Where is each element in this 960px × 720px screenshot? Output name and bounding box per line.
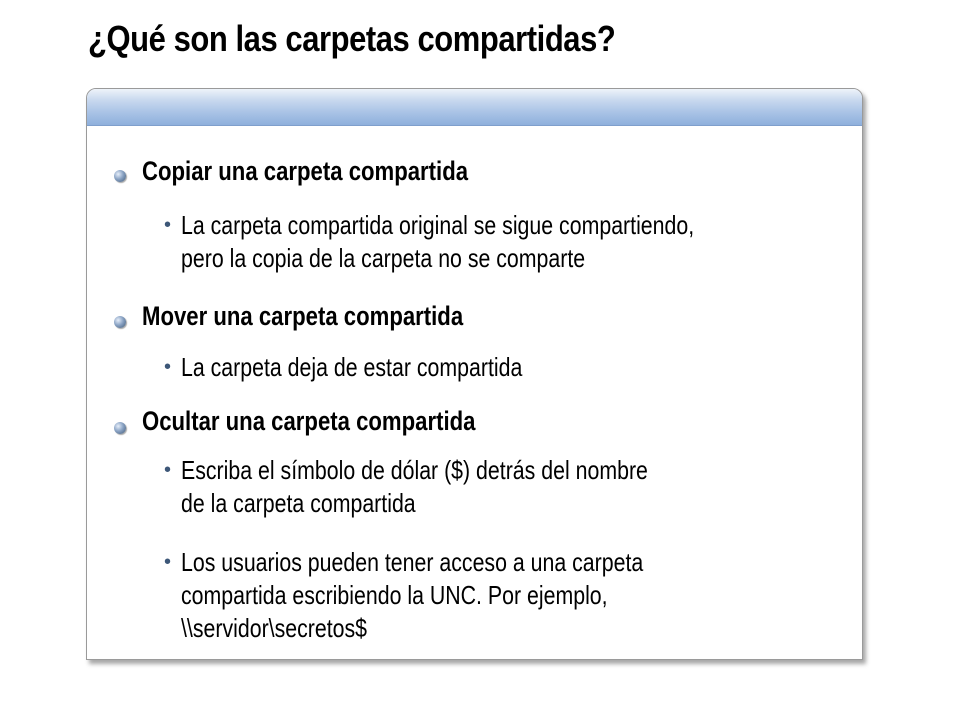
point-line: pero la copia de la carpeta no se comparte bbox=[181, 243, 586, 273]
dot-bullet-icon: • bbox=[164, 356, 172, 378]
section-heading-copy: Copiar una carpeta compartida bbox=[142, 156, 469, 186]
section-point bbox=[181, 351, 755, 384]
bullet-list bbox=[87, 89, 862, 659]
sphere-bullet-icon bbox=[114, 170, 126, 182]
point-line: compartida escribiendo la UNC. Por ejemplo, bbox=[181, 580, 608, 610]
section-heading-hide: Ocultar una carpeta compartida bbox=[142, 406, 476, 436]
sphere-bullet-icon bbox=[114, 422, 126, 434]
point-line: de la carpeta compartida bbox=[181, 488, 416, 518]
section-point bbox=[181, 209, 755, 275]
section-point bbox=[181, 454, 755, 520]
point-line: Los usuarios pueden tener acceso a una carpeta bbox=[181, 547, 644, 577]
point-line: La carpeta compartida original se sigue compartiendo, bbox=[181, 210, 695, 240]
dot-bullet-icon: • bbox=[164, 551, 172, 573]
dot-bullet-icon: • bbox=[164, 459, 172, 481]
section-heading-move: Mover una carpeta compartida bbox=[142, 301, 464, 331]
point-line: Escriba el símbolo de dólar ($) detrás del nombre bbox=[181, 455, 648, 485]
slide-title: ¿Qué son las carpetas compartidas? bbox=[88, 18, 616, 59]
section-point bbox=[181, 546, 755, 645]
point-line: \\servidor\secretos$ bbox=[181, 613, 368, 643]
content-panel bbox=[86, 88, 863, 660]
dot-bullet-icon: • bbox=[164, 214, 172, 236]
point-line: La carpeta deja de estar compartida bbox=[181, 352, 523, 382]
sphere-bullet-icon bbox=[114, 316, 126, 328]
